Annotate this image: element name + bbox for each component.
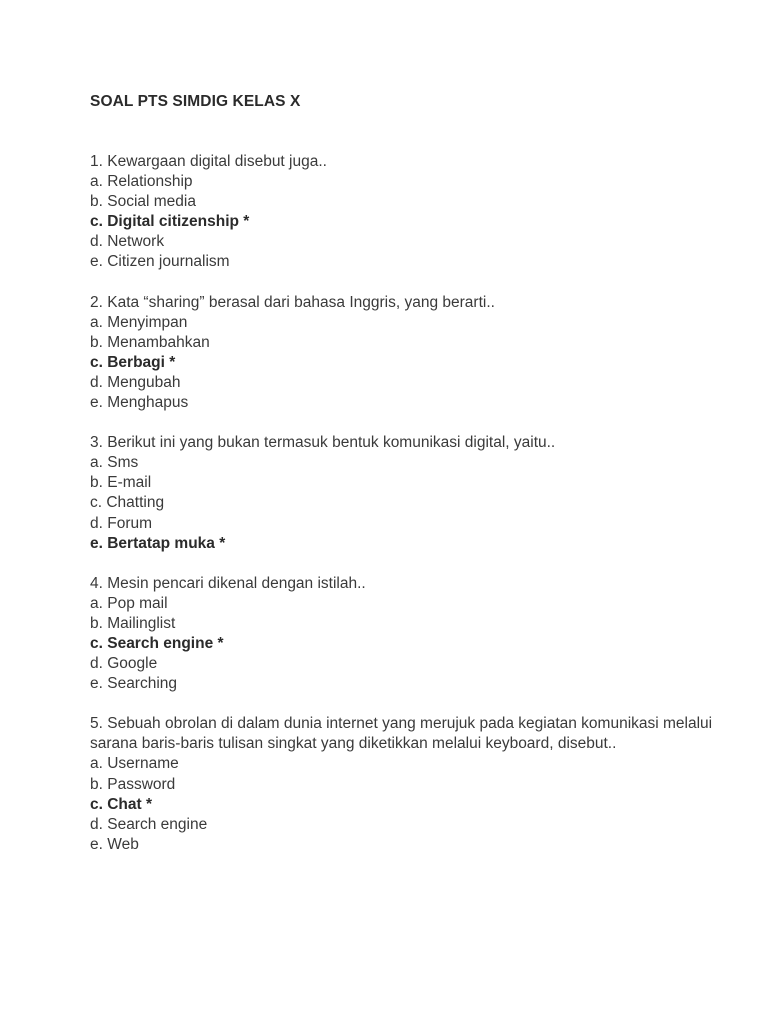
answer-option: a. Username	[90, 755, 179, 773]
answer-option: e. Citizen journalism	[90, 253, 230, 271]
question-text: 3. Berikut ini yang bukan termasuk bentuk komunikasi digital, yaitu..	[90, 434, 556, 452]
document-title: SOAL PTS SIMDIG KELAS X	[90, 93, 301, 110]
answer-option: a. Pop mail	[90, 594, 168, 612]
answer-option-correct: c. Chat *	[90, 795, 153, 813]
question-2	[90, 293, 730, 414]
answer-option-correct: e. Bertatap muka *	[90, 534, 226, 552]
question-4	[90, 574, 730, 695]
answer-option: b. Mailinglist	[90, 614, 176, 632]
answer-option-correct: c. Digital citizenship *	[90, 213, 250, 231]
question-text: 5. Sebuah obrolan di dalam dunia internet yang merujuk pada kegiatan komunikasi melalui sarana baris-baris tulisan singkat yang diketikkan melalui keyboard, disebut..	[90, 715, 713, 753]
question-text: 4. Mesin pencari dikenal dengan istilah..	[90, 574, 366, 592]
answer-option: c. Chatting	[90, 494, 165, 512]
answer-option: a. Menyimpan	[90, 313, 188, 331]
answer-option: d. Network	[90, 233, 165, 251]
answer-option-correct: c. Search engine *	[90, 634, 224, 652]
answer-option: e. Web	[90, 835, 139, 853]
question-list	[90, 152, 730, 855]
answer-option: d. Forum	[90, 514, 153, 532]
answer-option: b. E-mail	[90, 474, 152, 492]
document-page	[90, 92, 730, 875]
answer-option: d. Google	[90, 655, 158, 673]
question-text: 1. Kewargaan digital disebut juga..	[90, 153, 327, 170]
question-5	[90, 714, 730, 855]
question-text: 2. Kata “sharing” berasal dari bahasa Inggris, yang berarti..	[90, 293, 495, 311]
answer-option: b. Social media	[90, 193, 196, 211]
answer-option: b. Password	[90, 775, 176, 793]
answer-option: a. Relationship	[90, 173, 193, 191]
answer-option: b. Menambahkan	[90, 333, 210, 351]
question-1	[90, 152, 730, 273]
answer-option: e. Menghapus	[90, 394, 189, 412]
answer-option: d. Search engine	[90, 815, 208, 833]
answer-option-correct: c. Berbagi *	[90, 353, 176, 371]
answer-option: a. Sms	[90, 454, 139, 472]
question-3	[90, 433, 730, 554]
answer-option: e. Searching	[90, 675, 178, 693]
answer-option: d. Mengubah	[90, 373, 181, 391]
